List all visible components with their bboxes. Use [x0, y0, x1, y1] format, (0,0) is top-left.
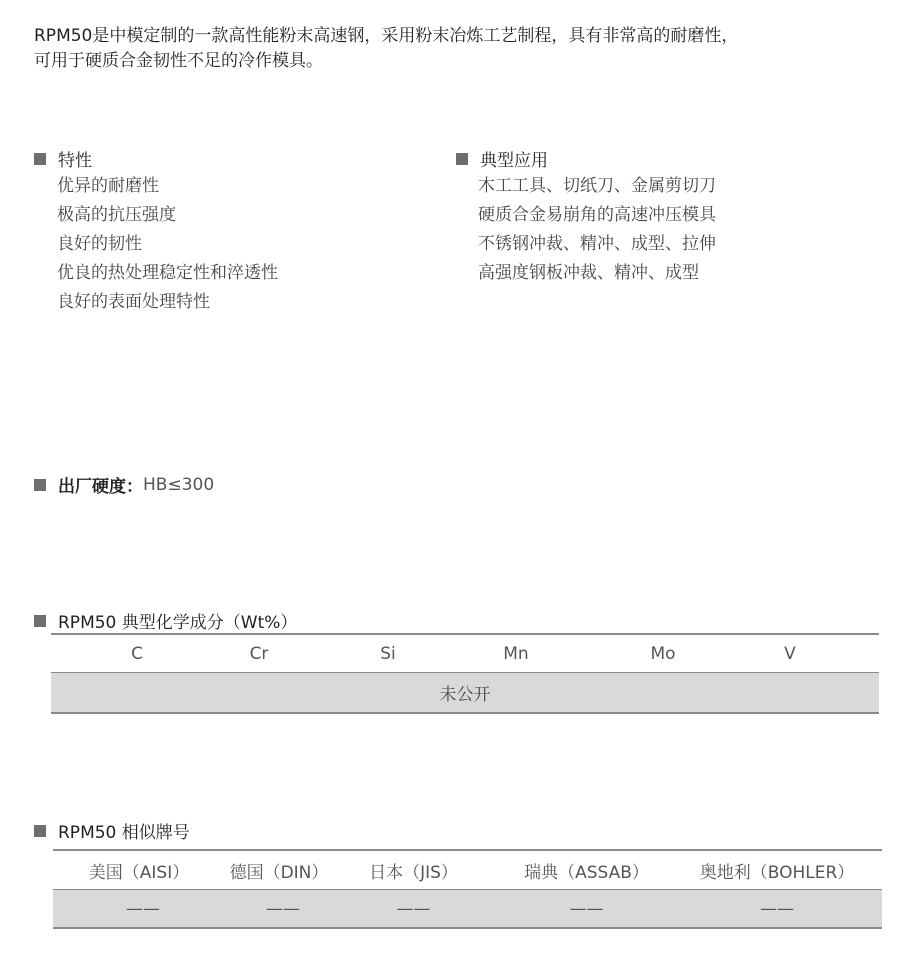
equivalents-heading — [34, 818, 190, 843]
table-cell: —— — [126, 898, 160, 919]
table-header-cell: V — [784, 644, 796, 664]
table-cell: 未公开 — [439, 685, 491, 705]
table-header-cell: Mn — [503, 644, 529, 664]
composition-title: RPM50 典型化学成分（Wt%） — [58, 613, 298, 633]
hardness-heading — [34, 472, 214, 497]
list-item: 不锈钢冲裁、精冲、成型、拉伸 — [478, 234, 716, 254]
intro-line-1: RPM50是中模定制的一款高性能粉末高速钢，采用粉末冶炼工艺制程，具有非常高的耐磨性， — [34, 26, 739, 46]
composition-value-row — [51, 673, 879, 712]
table-top-rule — [53, 849, 882, 851]
table-header-cell: Si — [380, 644, 396, 664]
table-header-cell: Cr — [249, 644, 269, 664]
square-bullet-icon — [456, 153, 468, 165]
table-header-cell: C — [131, 644, 143, 664]
composition-heading — [34, 608, 297, 633]
applications-heading — [456, 146, 548, 171]
table-cell: —— — [266, 898, 300, 919]
table-bottom-rule — [53, 927, 882, 929]
list-item: 高强度钢板冲裁、精冲、成型 — [478, 263, 699, 283]
table-header-cell: 德国（DIN） — [229, 863, 329, 883]
table-header-cell: 美国（AISI） — [88, 863, 190, 883]
list-item: 硬质合金易崩角的高速冲压模具 — [478, 205, 716, 225]
intro-line-2: 可用于硬质合金韧性不足的冷作模具。 — [34, 51, 323, 71]
square-bullet-icon — [34, 825, 46, 837]
list-item: 良好的韧性 — [57, 234, 142, 254]
table-cell: —— — [396, 898, 431, 919]
equivalents-title: RPM50 相似牌号 — [58, 823, 190, 843]
table-cell: —— — [569, 898, 604, 919]
table-header-cell: 奥地利（BOHLER） — [699, 863, 855, 883]
list-item: 极高的抗压强度 — [57, 205, 176, 225]
square-bullet-icon — [34, 615, 46, 627]
table-top-rule — [51, 633, 879, 635]
properties-list — [57, 172, 278, 317]
square-bullet-icon — [34, 153, 46, 165]
table-header-cell: 日本（JIS） — [369, 863, 458, 883]
hardness-value: HB≤300 — [143, 474, 215, 495]
square-bullet-icon — [34, 479, 46, 491]
list-item: 优良的热处理稳定性和淬透性 — [57, 263, 278, 283]
intro-paragraph — [34, 24, 894, 74]
table-header-cell: 瑞典（ASSAB） — [524, 863, 649, 883]
hardness-label: 出厂硬度： — [58, 477, 143, 497]
list-item: 良好的表面处理特性 — [57, 292, 210, 312]
table-header-cell: Mo — [650, 644, 676, 664]
table-bottom-rule — [51, 712, 879, 714]
composition-header-row — [51, 636, 879, 672]
list-item: 优异的耐磨性 — [57, 176, 159, 196]
equivalents-header-row — [53, 852, 882, 889]
list-item: 木工工具、切纸刀、金属剪切刀 — [478, 176, 716, 196]
applications-list — [478, 172, 716, 288]
applications-title: 典型应用 — [480, 151, 548, 171]
table-cell: —— — [760, 898, 794, 919]
properties-heading — [34, 146, 92, 171]
equivalents-value-row — [53, 890, 882, 927]
properties-title: 特性 — [58, 151, 92, 171]
